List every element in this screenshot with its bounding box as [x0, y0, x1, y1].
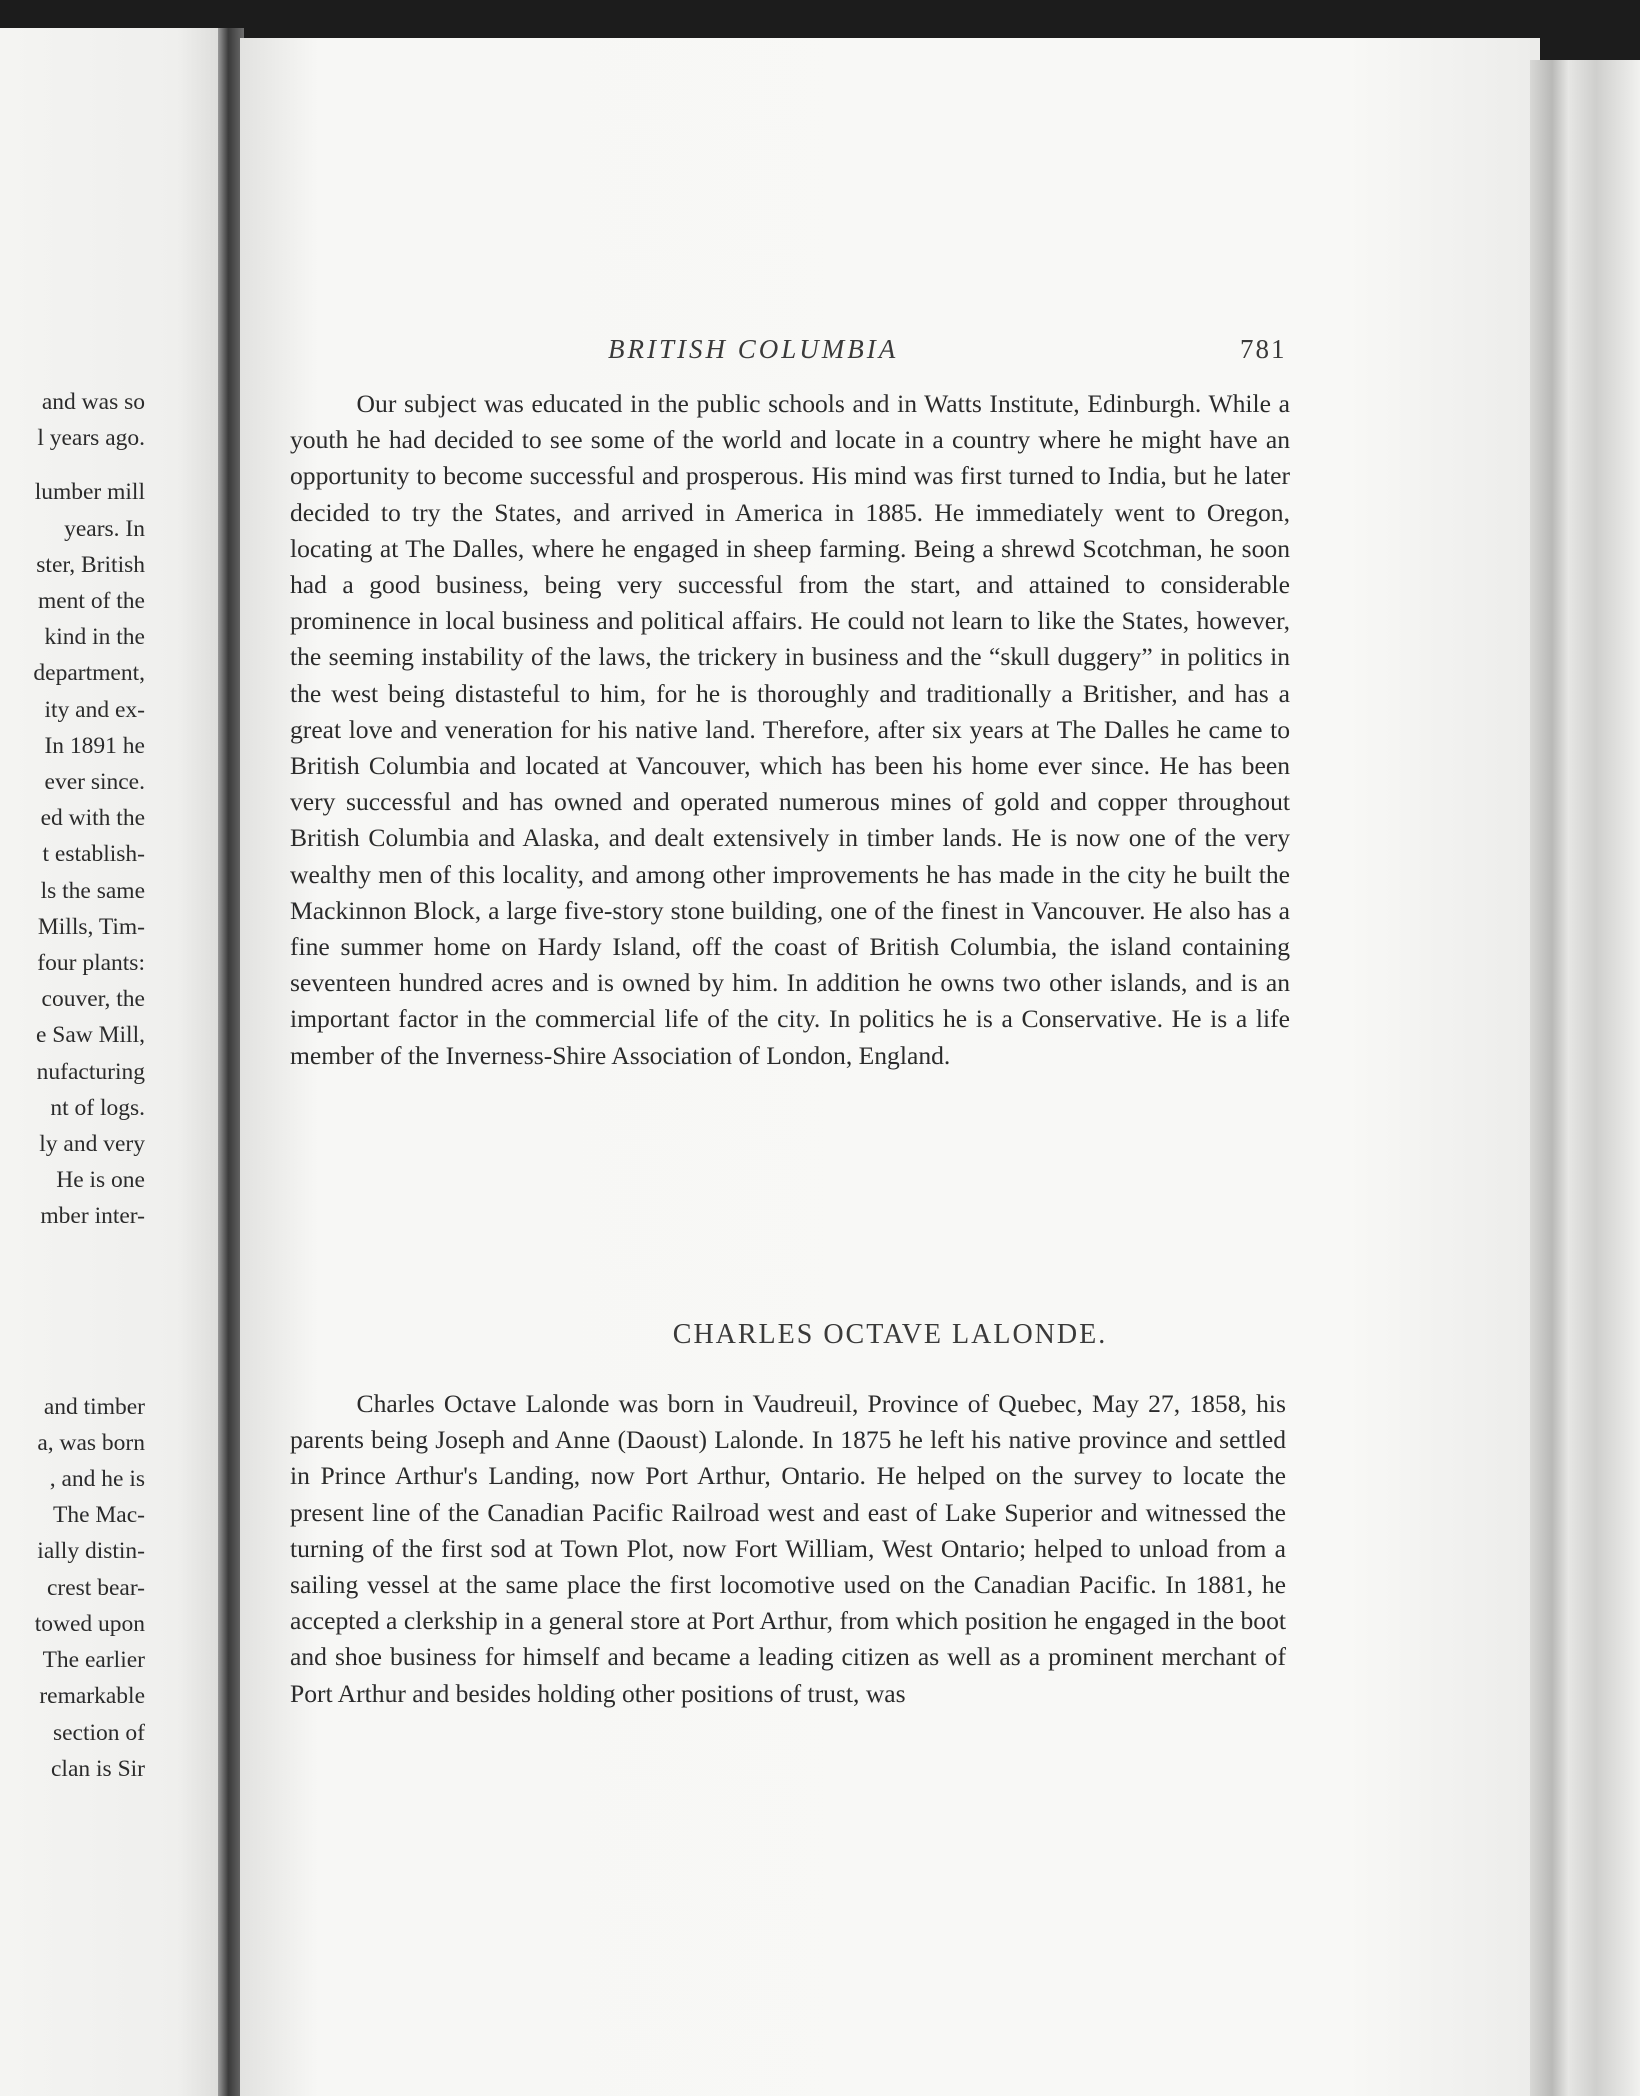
left-page-line: years. In: [64, 515, 145, 542]
left-page-line: and timber: [43, 1393, 145, 1420]
running-head-title: BRITISH COLUMBIA: [608, 334, 899, 364]
left-page-line: , and he is: [49, 1466, 145, 1493]
left-page-line: In 1891 he: [44, 732, 145, 759]
left-page-line: towed upon: [34, 1610, 145, 1637]
article-body-2: [290, 1386, 1286, 1712]
left-page-line: t establish-: [42, 841, 145, 868]
left-page-line: ment of the: [37, 588, 145, 615]
paragraph-lalonde-biography: Charles Octave Lalonde was born in Vaudreuil, Province of Quebec, May 27, 1858, his parents being Joseph and Anne (Daoust) Lalonde. In 1875 he left his native province and settled in Prince Arthur's Landing, now Port Arthur, Ontario. He helped on the survey to locate the present line of the Canadian Pacific Railroad west and east of Lake Superior and witnessed the turning of the first sod at Town Plot, now Fort William, West Ontario; helped to unload from a sailing vessel at the same place the first locomotive used on the Canadian Pacific. In 1881, he accepted a clerkship in a general store at Port Arthur, from which position he engaged in the boot and shoe business for himself and became a leading citizen as well as a prominent merchant of Port Arthur and besides holding other positions of trust, was: [290, 1389, 1286, 1708]
left-page-line: nt of logs.: [50, 1094, 145, 1121]
left-page-line: nufacturing: [36, 1058, 145, 1085]
left-page-line: kind in the: [44, 624, 145, 651]
left-page-line: ls the same: [40, 877, 145, 904]
left-page-line: lumber mill: [34, 479, 145, 506]
left-page-line: mber inter-: [40, 1203, 145, 1230]
left-page-line: ity and ex-: [44, 696, 145, 723]
left-page-line: remarkable: [39, 1683, 145, 1710]
left-page-line: ster, British: [36, 551, 145, 578]
left-page-line: department,: [33, 660, 145, 687]
section-heading: CHARLES OCTAVE LALONDE.: [672, 1319, 1108, 1350]
left-page-line: The earlier: [42, 1647, 145, 1674]
left-page-line: section of: [52, 1719, 145, 1746]
right-page: [240, 38, 1540, 2096]
line-gap: [0, 1235, 145, 1389]
paragraph-subject-biography: Our subject was educated in the public schools and in Watts Institute, Edinburgh. While a youth he had decided to see some of the world and locate in a country where he might have an opportunity to become successful and prosperous. His mind was first turned to India, but he later decided to try the States, and arrived in America in 1885. He immediately went to Oregon, locating at The Dalles, where he engaged in sheep farming. Being a shrewd Scotchman, he soon had a good business, being very successful from the start, and attained to considerable prominence in local business and political affairs. He could not learn to like the States, however, the seeming instability of the laws, the trickery in business and the “skull duggery” in politics in the west being distasteful to him, for he is thoroughly and traditionally a Britisher, and has a great love and veneration for his native land. Therefore, after six years at The Dalles he came to British Columbia and located at Vancouver, which has been his home ever since. He has been very successful and has owned and operated numerous mines of gold and copper throughout British Columbia and Alaska, and dealt extensively in timber lands. He is now one of the very wealthy men of this locality, and among other improvements he has made in the city he built the Mackinnon Block, a large five-story stone building, one of the finest in Vancouver. He also has a fine summer home on Hardy Island, off the coast of British Columbia, the island containing seventeen hundred acres and is owned by him. In addition he owns two other islands, and is an important factor in the commercial life of the city. In politics he is a Conservative. He is a life member of the Inverness-Shire Association of London, England.: [290, 389, 1290, 1070]
left-page-line: The Mac-: [53, 1502, 145, 1529]
left-page-line: a, was born: [37, 1429, 145, 1456]
left-page-line: ever since.: [44, 769, 145, 796]
line-gap: [0, 456, 145, 474]
left-page-line: four plants:: [37, 950, 145, 977]
left-page-line: couver, the: [41, 986, 145, 1013]
left-page-line: crest bear-: [46, 1574, 145, 1601]
left-page-text: [0, 384, 145, 1787]
left-page-line: and was so: [41, 389, 145, 415]
page-number: 781: [1240, 334, 1287, 364]
page-edge: [1530, 60, 1640, 2096]
left-page-line: ed with the: [40, 805, 145, 832]
left-page-line: ially distin-: [37, 1538, 145, 1565]
article-body-1: [290, 386, 1290, 1074]
left-page: [0, 28, 222, 2096]
left-page-line: e Saw Mill,: [35, 1022, 145, 1049]
left-page-line: ly and very: [39, 1131, 145, 1158]
left-page-line: clan is Sir: [51, 1755, 145, 1782]
left-page-line: Mills, Tim-: [37, 913, 145, 940]
left-page-line: l years ago.: [37, 425, 145, 452]
left-page-line: He is one: [56, 1167, 145, 1194]
